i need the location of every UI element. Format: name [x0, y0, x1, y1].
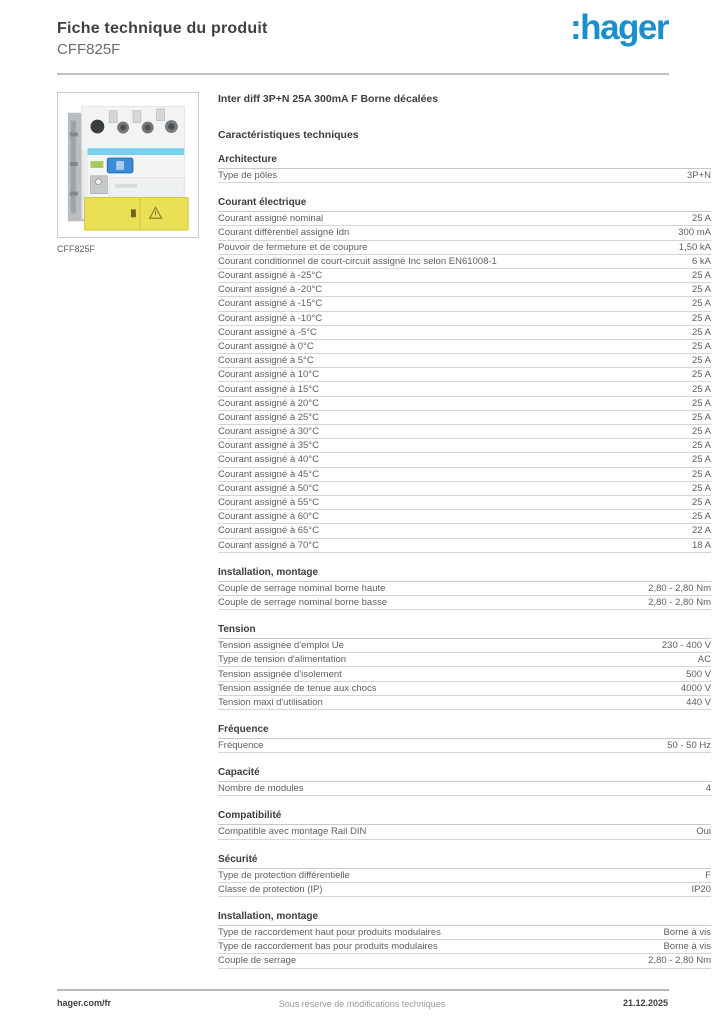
product-image-caption: CFF825F [57, 244, 96, 254]
spec-value: 25 A [691, 482, 711, 494]
spec-value: 25 A [691, 397, 711, 409]
spec-row [218, 524, 711, 538]
footer-disclaimer: Sous réserve de modifications techniques [278, 999, 446, 1009]
terminal-screw [91, 120, 105, 134]
spec-value: 500 V [686, 668, 711, 680]
spec-label: Fréquence [218, 740, 264, 752]
spec-value: 2,80 - 2,80 Nm [648, 955, 711, 967]
spec-section-title: Architecture [218, 154, 711, 169]
spec-section-title: Capacité [218, 767, 711, 782]
spec-value: 25 A [691, 340, 711, 352]
spec-row [218, 940, 711, 954]
spec-row [218, 397, 711, 411]
spec-row [218, 926, 711, 940]
spec-section-title: Fréquence [218, 724, 711, 739]
spec-label: Courant assigné à -20°C [218, 284, 323, 296]
spec-row [218, 226, 711, 240]
spec-value: 25 A [691, 326, 711, 338]
spec-section [218, 767, 711, 796]
header-divider [57, 73, 669, 75]
document-title: Fiche technique du produit [57, 20, 268, 37]
spec-label: Type de pôles [218, 170, 278, 182]
spec-label: Nombre de modules [218, 783, 304, 795]
spec-value: 25 A [691, 270, 711, 282]
spec-row [218, 340, 711, 354]
spec-row [218, 869, 711, 883]
spec-section [218, 911, 711, 969]
spec-row [218, 468, 711, 482]
spec-value: 50 - 50 Hz [667, 740, 711, 752]
spec-row [218, 682, 711, 696]
spec-label: Courant assigné nominal [218, 213, 324, 225]
spec-row [218, 739, 711, 753]
spec-label: Courant assigné à 20°C [218, 397, 319, 409]
spec-label: Courant assigné à 65°C [218, 525, 319, 537]
spec-label: Courant assigné à 5°C [218, 355, 314, 367]
spec-label: Courant assigné à 35°C [218, 440, 319, 452]
green-label [91, 161, 104, 168]
spec-section [218, 810, 711, 839]
footer-divider [57, 989, 669, 991]
spec-label: Courant assigné à 15°C [218, 383, 319, 395]
spec-label: Couple de serrage nominal borne haute [218, 582, 386, 594]
spec-row [218, 312, 711, 326]
spec-value: 4 [705, 783, 711, 795]
spec-label: Tension maxi d'utilisation [218, 696, 323, 708]
spec-content [218, 93, 711, 969]
spec-section-title: Compatibilité [218, 810, 711, 825]
yellow-cover [85, 198, 189, 231]
spec-section [218, 724, 711, 753]
spec-label: Tension assignée d'isolement [218, 668, 342, 680]
spec-value: 18 A [691, 539, 711, 551]
product-photo [58, 93, 198, 237]
spec-section [218, 854, 711, 897]
spec-value: 25 A [691, 355, 711, 367]
spec-row [218, 782, 711, 796]
spec-row [218, 667, 711, 681]
spec-label: Courant assigné à 10°C [218, 369, 319, 381]
spec-row [218, 883, 711, 897]
spec-value: 3P+N [686, 170, 711, 182]
spec-row [218, 411, 711, 425]
spec-label: Couple de serrage [218, 955, 297, 967]
spec-label: Courant conditionnel de court-circuit assigné Inc selon EN61008-1 [218, 255, 497, 267]
spec-row [218, 212, 711, 226]
spec-value: F [705, 869, 711, 881]
spec-value: 25 A [691, 369, 711, 381]
spec-label: Type de raccordement bas pour produits modulaires [218, 941, 438, 953]
spec-value: 22 A [691, 525, 711, 537]
spec-row [218, 255, 711, 269]
spec-label: Courant assigné à 0°C [218, 340, 314, 352]
spec-value: 230 - 400 V [661, 640, 711, 652]
spec-row [218, 639, 711, 653]
spec-row [218, 496, 711, 510]
spec-value: 4000 V [680, 682, 711, 694]
spec-label: Type de tension d'alimentation [218, 654, 347, 666]
spec-label: Courant assigné à 25°C [218, 411, 319, 423]
spec-value: AC [697, 654, 711, 666]
spec-label: Type de raccordement haut pour produits modulaires [218, 927, 441, 939]
spec-label: Courant assigné à -10°C [218, 312, 323, 324]
product-title: Inter diff 3P+N 25A 300mA F Borne décalées [218, 93, 439, 105]
spec-row [218, 482, 711, 496]
spec-row [218, 439, 711, 453]
spec-section-title: Courant électrique [218, 197, 711, 212]
spec-section [218, 154, 711, 183]
spec-value: IP20 [691, 883, 711, 895]
spec-label: Courant assigné à 70°C [218, 539, 319, 551]
spec-label: Courant assigné à -5°C [218, 326, 317, 338]
spec-sections [218, 154, 711, 969]
spec-label: Courant assigné à 50°C [218, 482, 319, 494]
spec-row [218, 297, 711, 311]
spec-value: 25 A [691, 454, 711, 466]
spec-label: Type de protection différentielle [218, 869, 350, 881]
spec-section-title: Installation, montage [218, 567, 711, 582]
characteristics-heading: Caractéristiques techniques [218, 129, 359, 141]
spec-row [218, 510, 711, 524]
spec-row [218, 653, 711, 667]
hager-logo: :hager [570, 8, 668, 47]
spec-value: 25 A [691, 511, 711, 523]
spec-section-title: Sécurité [218, 854, 711, 869]
spec-value: 440 V [686, 696, 711, 708]
spec-label: Couple de serrage nominal borne basse [218, 596, 387, 608]
spec-row [218, 354, 711, 368]
spec-section [218, 197, 711, 553]
spec-row [218, 425, 711, 439]
spec-value: 25 A [691, 411, 711, 423]
spec-row [218, 696, 711, 710]
spec-row [218, 283, 711, 297]
spec-value: Borne à vis [663, 941, 711, 953]
spec-value: 25 A [691, 213, 711, 225]
spec-value: 25 A [691, 383, 711, 395]
spec-section-title: Installation, montage [218, 911, 711, 926]
document-product-code: CFF825F [57, 41, 121, 58]
spec-value: 2,80 - 2,80 Nm [648, 582, 711, 594]
spec-label: Courant assigné à 40°C [218, 454, 319, 466]
spec-value: Borne à vis [663, 927, 711, 939]
spec-label: Courant assigné à 60°C [218, 511, 319, 523]
spec-value: 6 kA [691, 255, 711, 267]
spec-label: Courant assigné à -25°C [218, 270, 323, 282]
spec-value: 25 A [691, 284, 711, 296]
footer-date: 21.12.2025 [622, 998, 668, 1008]
spec-label: Courant assigné à 45°C [218, 468, 319, 480]
spec-value: Oui [696, 826, 711, 838]
spec-row [218, 954, 711, 968]
spec-label: Compatible avec montage Rail DIN [218, 826, 367, 838]
spec-value: 2,80 - 2,80 Nm [648, 596, 711, 608]
spec-label: Courant différentiel assigné Idn [218, 227, 350, 239]
spec-value: 25 A [691, 312, 711, 324]
spec-row [218, 453, 711, 467]
spec-row [218, 825, 711, 839]
spec-row [218, 368, 711, 382]
spec-value: 300 mA [678, 227, 711, 239]
spec-row [218, 596, 711, 610]
spec-row [218, 326, 711, 340]
spec-section [218, 624, 711, 710]
cyan-stripe [88, 148, 185, 155]
spec-label: Pouvoir de fermeture et de coupure [218, 241, 368, 253]
spec-row [218, 169, 711, 183]
spec-row [218, 382, 711, 396]
spec-label: Courant assigné à 30°C [218, 426, 319, 438]
spec-value: 25 A [691, 426, 711, 438]
spec-row [218, 269, 711, 283]
spec-section-title: Tension [218, 624, 711, 639]
product-image-frame [57, 92, 199, 238]
spec-label: Courant assigné à -15°C [218, 298, 323, 310]
spec-value: 25 A [691, 298, 711, 310]
spec-label: Tension assignée d'emploi Ue [218, 640, 344, 652]
spec-row [218, 539, 711, 553]
spec-value: 25 A [691, 468, 711, 480]
spec-label: Classe de protection (IP) [218, 883, 323, 895]
spec-row [218, 241, 711, 255]
spec-section [218, 567, 711, 610]
spec-value: 25 A [691, 497, 711, 509]
spec-value: 25 A [691, 440, 711, 452]
spec-value: 1,50 kA [678, 241, 711, 253]
spec-label: Tension assignée de tenue aux chocs [218, 682, 377, 694]
footer-website: hager.com/fr [57, 998, 112, 1008]
spec-row [218, 582, 711, 596]
spec-label: Courant assigné à 55°C [218, 497, 319, 509]
